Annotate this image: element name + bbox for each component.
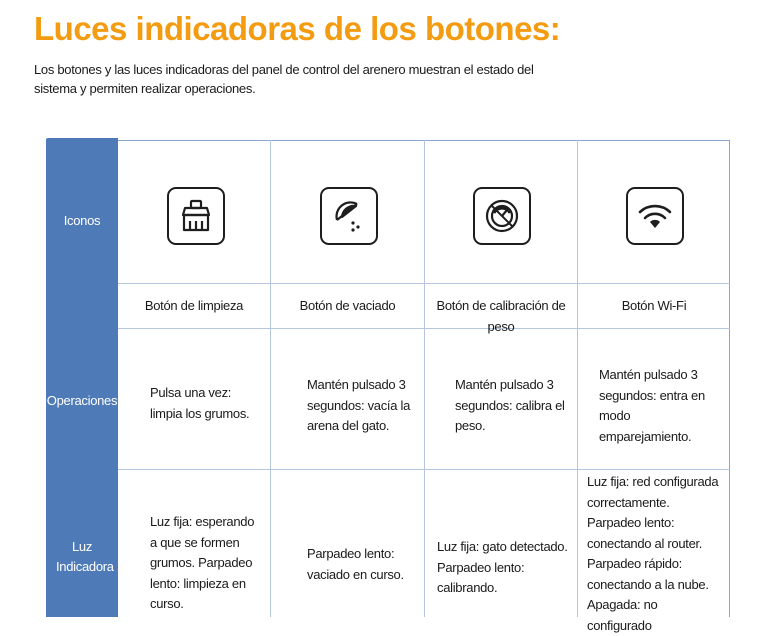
brush-icon	[167, 187, 225, 245]
light-cleaning: Luz fija: esperando a que se formen grumos. Parpadeo lento: limpieza en curso.	[150, 514, 255, 611]
scale-calibration-icon	[473, 187, 531, 245]
button-name-cleaning: Botón de limpieza	[144, 298, 244, 313]
light-wifi: Luz fija: red configurada correctamente. Parpadeo lento: conectando al router. Parpadeo rápido: conectando a la nube. Apagada: no configurado	[587, 474, 719, 633]
button-name-wifi: Botón Wi-Fi	[621, 298, 687, 313]
page-title: Luces indicadoras de los botones:	[34, 10, 561, 47]
row-divider	[118, 328, 730, 329]
row-divider	[118, 469, 730, 470]
row-label-operations: Operaciones	[46, 393, 118, 408]
row-header-column	[46, 138, 118, 617]
wifi-icon	[626, 187, 684, 245]
row-label-indicator-light: Luz Indicadora	[56, 539, 114, 574]
button-name-weight-calibration: Botón de calibración de peso	[436, 298, 566, 334]
column-divider	[424, 140, 425, 617]
operation-wifi: Mantén pulsado 3 segundos: entra en modo emparejamiento.	[599, 367, 705, 444]
light-empty: Parpadeo lento: vaciado en curso.	[307, 546, 404, 582]
button-name-empty: Botón de vaciado	[299, 298, 396, 313]
operation-weight-calibration: Mantén pulsado 3 segundos: calibra el peso.	[455, 377, 565, 433]
pour-icon	[320, 187, 378, 245]
operation-cleaning: Pulsa una vez: limpia los grumos.	[150, 385, 250, 421]
column-divider	[577, 140, 578, 617]
operation-empty: Mantén pulsado 3 segundos: vacía la arena del gato.	[307, 377, 411, 433]
intro-text: Los botones y las luces indicadoras del panel de control del arenero muestran el estado del sistema y permiten realizar operaciones.	[34, 62, 534, 96]
row-divider	[118, 283, 730, 284]
light-weight-calibration: Luz fija: gato detectado. Parpadeo lento: calibrando.	[437, 539, 568, 595]
column-divider	[270, 140, 271, 617]
row-label-icons: Iconos	[63, 213, 101, 228]
